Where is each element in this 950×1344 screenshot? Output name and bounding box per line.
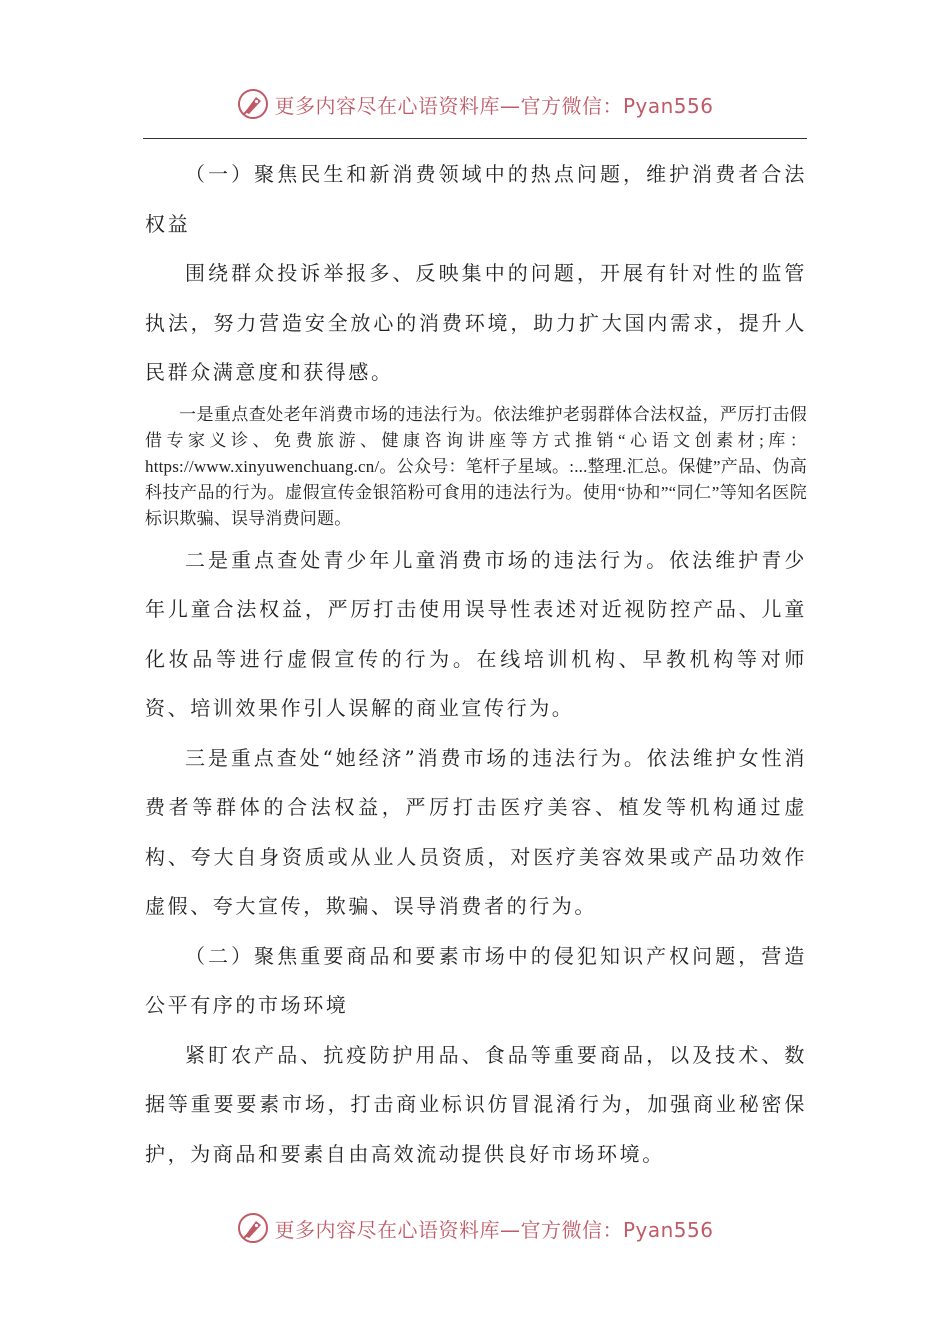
section-heading-2: （二）聚焦重要商品和要素市场中的侵犯知识产权问题，营造公平有序的市场环境: [145, 943, 807, 1017]
body-paragraph-item-2: 二是重点查处青少年儿童消费市场的违法行为。依法维护青少年儿童合法权益，严厉打击使用误导性表述对近视防控产品、儿童化妆品等进行虚假宣传的行为。在线培训机构、早教机构等对师资、培训效果作引人误解的商业宣传行为。: [145, 547, 807, 720]
footer-banner: [0, 1208, 950, 1248]
header-divider: [143, 138, 807, 139]
body-paragraph-item-1: 一是重点查处老年消费市场的违法行为。依法维护老弱群体合法权益，严厉打击假借专家义诊、免费旅游、健康咨询讲座等方式推销“心语文创素材;库：https://www.xinyuwenchuang.cn/。公众号：笔杆子星域。:...整理.汇总。保健”产品、伪高科技产品的行为。虚假宣传金银箔粉可食用的违法行为。使用“协和”“同仁”等知名医院标识欺骗、误导消费问题。: [145, 404, 807, 528]
header-banner-text: 更多内容尽在心语资料库—官方微信：Pyan556: [274, 93, 714, 118]
body-paragraph: 紧盯农产品、抗疫防护用品、食品等重要商品，以及技术、数据等重要要素市场，打击商业标识仿冒混淆行为，加强商业秘密保护，为商品和要素自由高效流动提供良好市场环境。: [145, 1042, 807, 1166]
body-paragraph-item-3: 三是重点查处“她经济”消费市场的违法行为。依法维护女性消费者等群体的合法权益，严厉打击医疗美容、植发等机构通过虚构、夸大自身资质或从业人员资质，对医疗美容效果或产品功效作虚假、夸大宣传，欺骗、误导消费者的行为。: [145, 745, 807, 918]
header-banner: [0, 84, 950, 124]
footer-banner-text: 更多内容尽在心语资料库—官方微信：Pyan556: [274, 1217, 714, 1242]
pen-nib-icon: [236, 1211, 270, 1245]
document-body: [145, 150, 807, 1179]
section-heading-1: （一）聚焦民生和新消费领域中的热点问题，维护消费者合法权益: [145, 162, 807, 236]
body-paragraph: 围绕群众投诉举报多、反映集中的问题，开展有针对性的监管执法，努力营造安全放心的消费环境，助力扩大国内需求，提升人民群众满意度和获得感。: [145, 261, 807, 384]
pen-nib-icon: [236, 87, 270, 121]
